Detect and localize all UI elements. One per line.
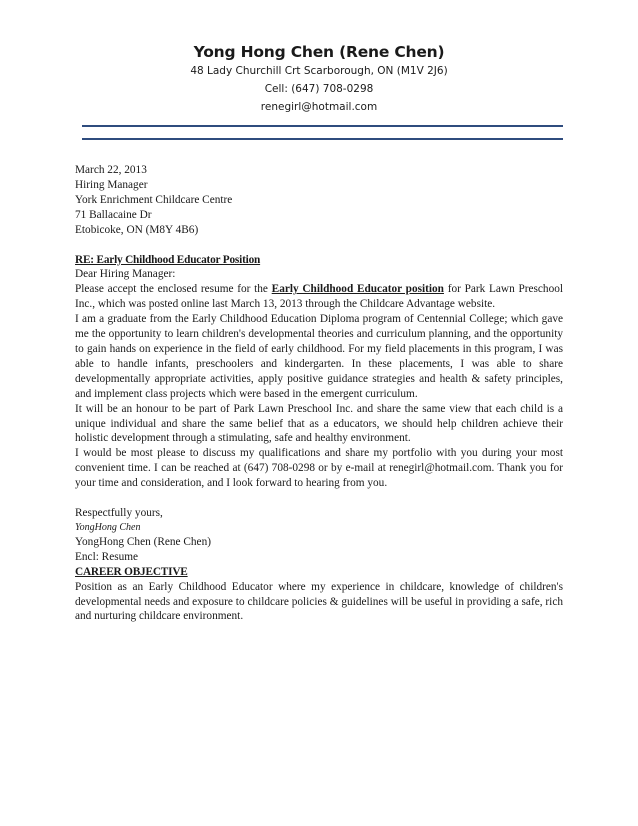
recipient-line: Etobicoke, ON (M8Y 4B6) (75, 223, 199, 236)
applicant-phone: Cell: (647) 708-0298 (264, 83, 374, 95)
intro-text-end: for Park Lawn Preschool Inc., which was posted online last March 13, 2013 through the Childcare Advantage website. (75, 283, 564, 311)
paragraph-contact: I would be most please to discuss my qualifications and share my portfolio with you during your most convenient time. I can be reached at (647) 708-0298 or by e-mail at renegirl@hotmail.com. Thank you for your time and consideration, and I look forward to hearing from you. (75, 447, 563, 490)
recipient-line: Hiring Manager (75, 178, 148, 191)
closing: Respectfully yours, (75, 507, 163, 520)
applicant-name: Yong Hong Chen (Rene Chen) (193, 43, 445, 61)
applicant-email: renegirl@hotmail.com (260, 101, 378, 113)
recipient-line: York Enrichment Childcare Centre (75, 193, 233, 206)
header-rule-top (82, 125, 563, 127)
paragraph-intro (75, 282, 563, 312)
paragraph-motivation: It will be an honour to be part of Park Lawn Preschool Inc. and share the same view that each child is a unique individual and share the same belief that as a educators, we should help children achieve their holistic development through a stimulating, safe and healthy environment. (75, 402, 563, 445)
signature: YongHong Chen (75, 521, 141, 533)
position-title: Early Childhood Educator position (271, 283, 444, 296)
intro-text-start: Please accept the enclosed resume for the (75, 283, 272, 296)
signer-name: YongHong Chen (Rene Chen) (75, 535, 211, 548)
career-objective-text: Position as an Early Childhood Educator where my experience in childcare, knowledge of children's developmental needs and exposure to childcare policies & guidelines will be useful in providing a safe, rich and nurturing childcare environment. (75, 580, 563, 623)
enclosure: Encl: Resume (75, 550, 139, 563)
greeting: Dear Hiring Manager: (75, 268, 176, 281)
recipient-line: 71 Ballacaine Dr (75, 208, 152, 221)
career-objective-heading: CAREER OBJECTIVE (75, 565, 188, 578)
applicant-address: 48 Lady Churchill Crt Scarborough, ON (M1V 2J6) (190, 65, 448, 77)
subject-line: RE: Early Childhood Educator Position (75, 253, 261, 266)
letterhead (0, 42, 638, 116)
spacer (75, 491, 563, 506)
paragraph-education: I am a graduate from the Early Childhood Education Diploma program of Centennial College; which gave me the opportunity to learn children's developmental theories and curriculum planning, and the opportunity to gain hands on experience in the field of early childhood. For my field placements in this program, I was able to handle infants, preschoolers and kindergarten. In these placements, I was able to share developmentally appropriate activities, apply positive guidance strategies and health & safety principles, and implement class projects which were based in the emergent curriculum. (75, 313, 563, 400)
letter-body (75, 163, 563, 624)
header-rule-bottom (82, 138, 563, 140)
letter-date: March 22, 2013 (75, 164, 147, 176)
recipient-address (75, 178, 563, 238)
